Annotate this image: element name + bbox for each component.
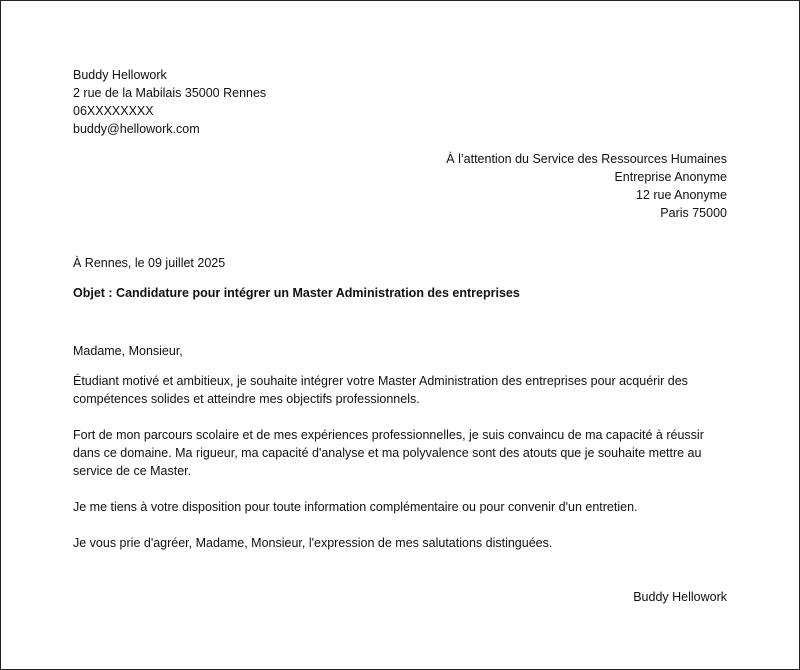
sender-block	[73, 66, 727, 138]
sender-name: Buddy Hellowork	[73, 68, 167, 82]
salutation: Madame, Monsieur,	[73, 344, 183, 358]
recipient-attention: À l’attention du Service des Ressources Humaines	[446, 152, 727, 166]
recipient-street: 12 rue Anonyme	[635, 188, 727, 202]
recipient-block	[73, 150, 727, 222]
sender-phone: 06XXXXXXXX	[73, 104, 154, 118]
recipient-city: Paris 75000	[660, 206, 727, 220]
date-line: À Rennes, le 09 juillet 2025	[73, 256, 226, 270]
body-paragraph-3: Je me tiens à votre disposition pour toute information complémentaire ou pour convenir d'un entretien.	[73, 500, 638, 514]
recipient-company: Entreprise Anonyme	[614, 170, 727, 184]
sender-email: buddy@hellowork.com	[73, 122, 200, 136]
subject-line: Objet : Candidature pour intégrer un Master Administration des entreprises	[73, 286, 520, 300]
signature: Buddy Hellowork	[633, 590, 727, 604]
body-paragraph-2: Fort de mon parcours scolaire et de mes expériences professionnelles, je suis convaincu de ma capacité à réussir dans ce domaine. Ma rigueur, ma capacité d'analyse et ma polyvalence sont des atouts que je souhaite mettre au service de ce Master.	[73, 428, 704, 478]
body-paragraph-1: Étudiant motivé et ambitieux, je souhaite intégrer votre Master Administration des entreprises pour acquérir des compétences solides et atteindre mes objectifs professionnels.	[73, 374, 688, 406]
sender-address: 2 rue de la Mabilais 35000 Rennes	[73, 86, 267, 100]
closing-paragraph: Je vous prie d'agréer, Madame, Monsieur, l'expression de mes salutations distinguées.	[73, 536, 553, 550]
cover-letter	[73, 66, 727, 606]
